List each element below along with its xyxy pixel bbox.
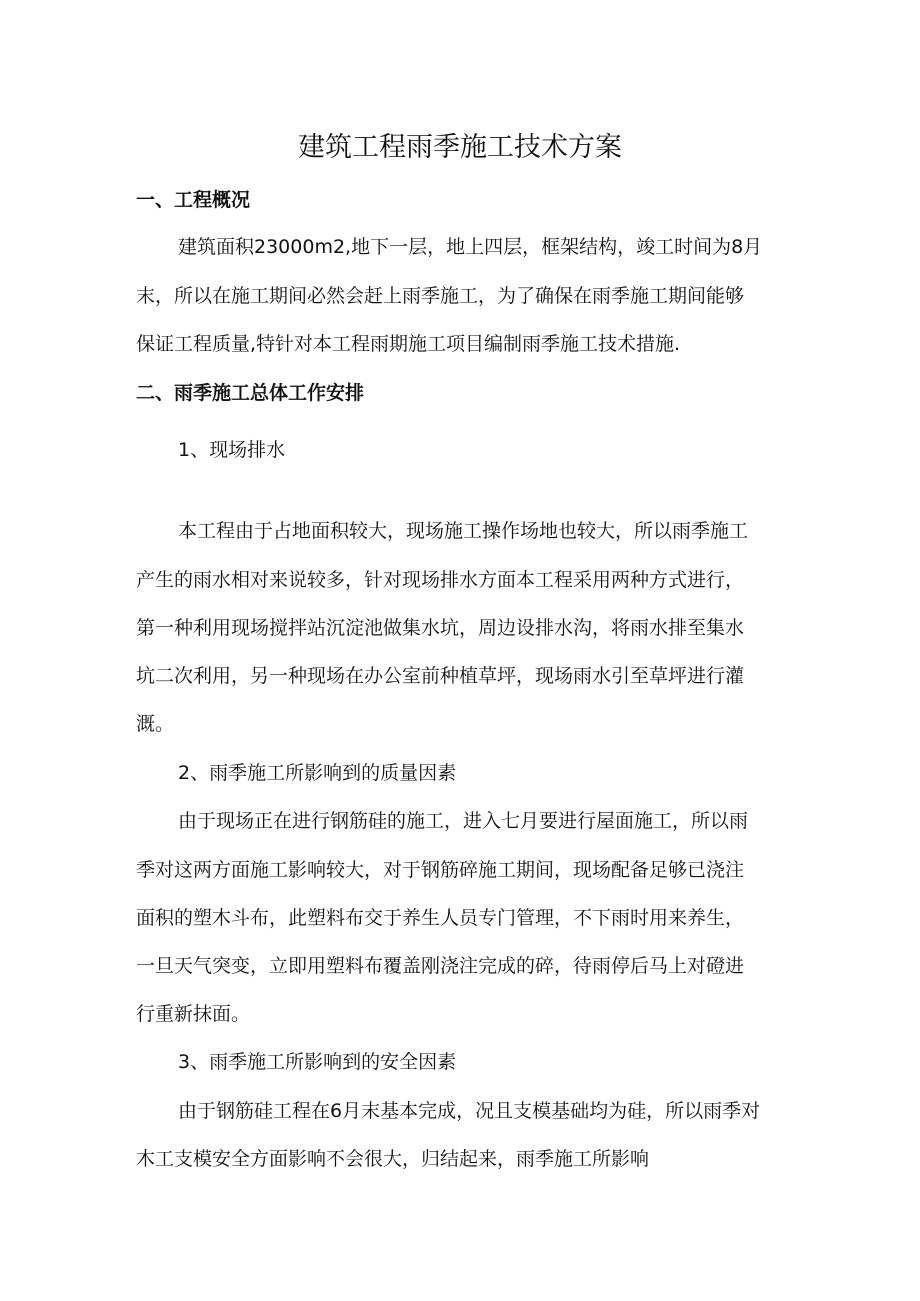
item2-line-1: 由于现场正在进行钢筋硅的施工，进入七月要进行屋面施工，所以雨 bbox=[178, 810, 749, 832]
item2-line-4: 一旦天气突变，立即用塑料布覆盖刚浇注完成的碎，待雨停后马上对磴进 bbox=[136, 955, 745, 977]
item1-line-5: 溉。 bbox=[136, 713, 175, 735]
item2-line-3: 面积的塑木斗布，此塑料布交于养生人员专门管理，不下雨时用来养生， bbox=[136, 907, 745, 929]
section1-heading: 一、工程概况 bbox=[136, 189, 251, 211]
item1-line-2: 产生的雨水相对来说较多，针对现场排水方面本工程采用两种方式进行， bbox=[136, 569, 745, 591]
item3-heading: 3、雨季施工所影响到的安全因素 bbox=[178, 1051, 457, 1073]
section1-line-2: 末，所以在施工期间必然会赶上雨季施工，为了确保在雨季施工期间能够 bbox=[136, 285, 745, 307]
item2-line-2: 季对这两方面施工影响较大，对于钢筋碎施工期间，现场配备足够已浇注 bbox=[136, 859, 745, 881]
document-title: 建筑工程雨季施工技术方案 bbox=[298, 132, 622, 163]
section2-heading: 二、雨季施工总体工作安排 bbox=[136, 382, 365, 404]
section1-line-1: 建筑面积23000m2,地下一层，地上四层，框架结构，竣工时间为8月 bbox=[178, 236, 763, 258]
item2-heading: 2、雨季施工所影响到的质量因素 bbox=[178, 762, 457, 784]
item2-line-5: 行重新抹面。 bbox=[136, 1003, 251, 1025]
item1-line-3: 第一种利用现场搅拌站沉淀池做集水坑，周边设排水沟，将雨水排至集水 bbox=[136, 617, 745, 639]
item1-heading: 1、现场排水 bbox=[178, 439, 286, 461]
item3-line-1: 由于钢筋硅工程在6月末基本完成，况且支模基础均为硅，所以雨季对 bbox=[178, 1100, 761, 1122]
item1-line-1: 本工程由于占地面积较大，现场施工操作场地也较大，所以雨季施工 bbox=[178, 520, 749, 542]
item3-line-2: 木工支模安全方面影响不会很大，归结起来，雨季施工所影响 bbox=[136, 1148, 650, 1170]
section1-line-3: 保证工程质量,特针对本工程雨期施工项目编制雨季施工技术措施. bbox=[136, 333, 681, 355]
item1-line-4: 坑二次利用，另一种现场在办公室前种植草坪，现场雨水引至草坪进行灌 bbox=[136, 665, 745, 687]
